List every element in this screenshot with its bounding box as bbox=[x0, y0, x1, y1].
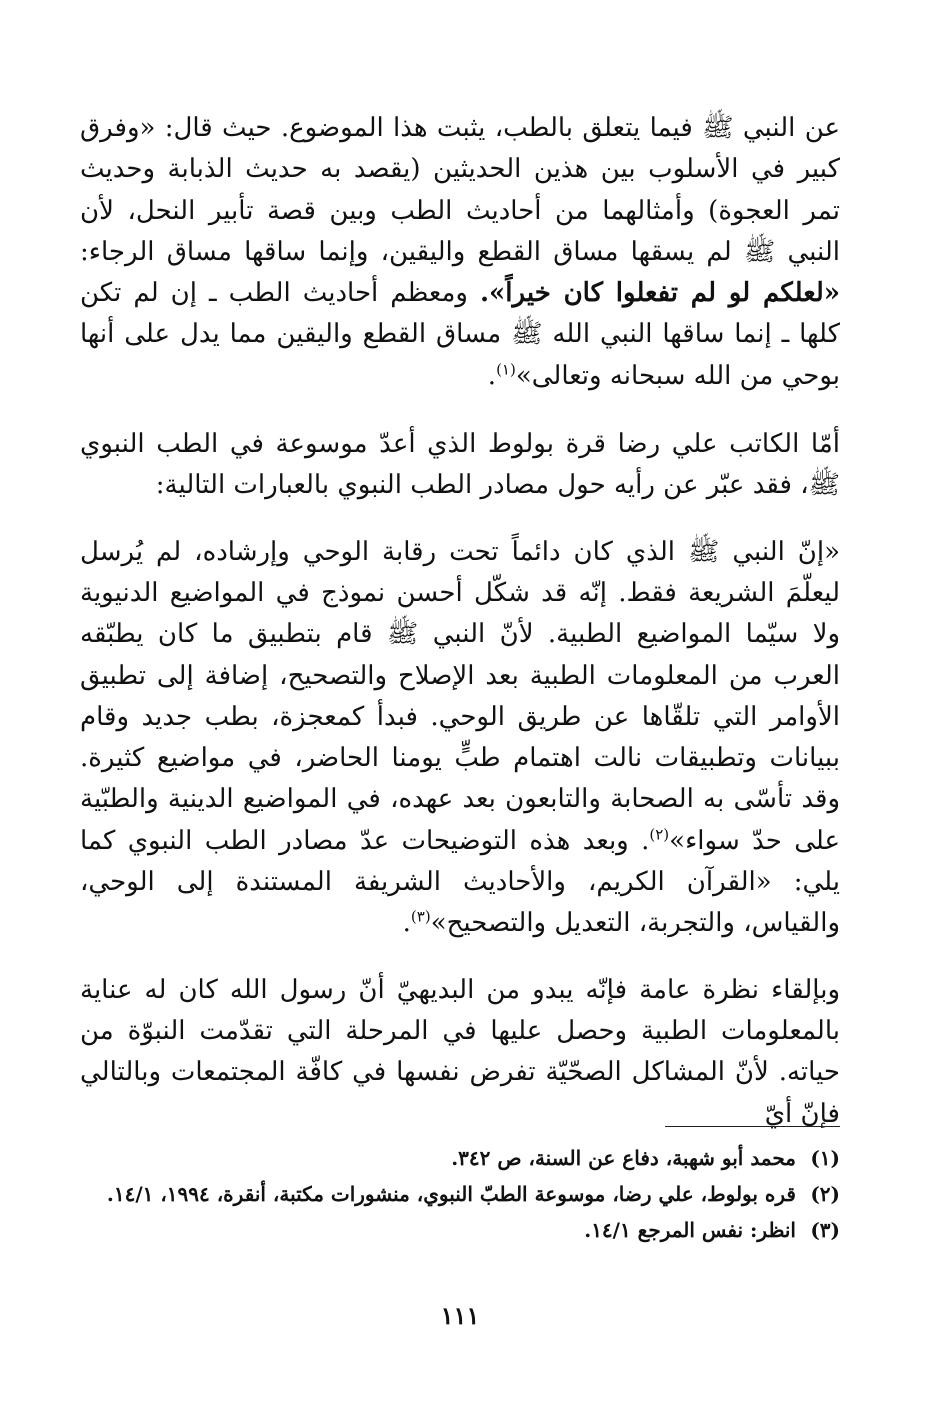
footnote-1-text: محمد أبو شهبة، دفاع عن السنة، ص ٣٤٢. bbox=[451, 1146, 796, 1170]
paragraph-3-quote: «إنّ النبي ﷺ الذي كان دائماً تحت رقابة الوحي وإرشاده، لم يُرسل ليعلّمَ الشريعة فقط. إنّه قد شكّل أحسن نموذج في المواضيع الدنيوية ولا سيّما المواضيع الطبية. لأنّ النبي ﷺ قام بتطبيق ما كان يطبّقه العرب من المعلومات الطبية بعد الإصلاح والتصحيح، إضافة إلى تطبيق الأوامر التي تلقّاها عن طريق الوحي. فبدأ كمعجزة، بطب جديد وقام ببيانات وتطبيقات نالت اهتمام طبٍّ يومنا الحاضر، في مواضيع كثيرة. وقد تأسّى به الصحابة والتابعون بعد عهده، في المواضيع الدينية والطبّية على حدّ سواء» bbox=[80, 536, 840, 856]
footnote-ref-1[interactable]: (١) bbox=[496, 360, 516, 379]
paragraph-3-text-continued: . وبعد هذه التوضيحات عدّ مصادر الطب النبوي كما يلي: «القرآن الكريم، والأحاديث الشريفة المستندة إلى الوحي، والقياس، والتجربة، التعديل والتصحيح» bbox=[80, 825, 840, 939]
book-page bbox=[80, 108, 840, 1358]
paragraph-1-hadith-quote: «لعلكم لو لم تفعلوا كان خيراً». bbox=[479, 278, 841, 309]
footnote-ref-2[interactable]: (٢) bbox=[649, 825, 670, 844]
footnotes bbox=[80, 1140, 840, 1248]
footnote-1-number: (١) bbox=[810, 1146, 840, 1170]
footnote-2 bbox=[80, 1176, 840, 1212]
page-number: ١١١ bbox=[440, 1301, 480, 1330]
paragraph-1 bbox=[80, 108, 840, 397]
paragraph-4: وبإلقاء نظرة عامة فإنّه يبدو من البديهيّ أنّ رسول الله كان له عناية بالمعلومات الطبية وحصل عليها في المرحلة التي تقدّمت النبوّة من حياته. لأنّ المشاكل الصحّيّة تفرض نفسها في كافّة المجتمعات وبالتالي فإنّ أيّ bbox=[80, 974, 840, 1129]
footnote-separator bbox=[665, 1126, 840, 1127]
paragraph-1-end: . bbox=[487, 360, 497, 391]
footnote-3-number: (٣) bbox=[810, 1218, 840, 1242]
paragraph-3-end: . bbox=[402, 908, 411, 939]
footnote-1 bbox=[80, 1140, 840, 1176]
paragraph-2: أمّا الكاتب علي رضا قرة بولوط الذي أعدّ موسوعة في الطب النبوي ﷺ، فقد عبّر عن رأيه حول مصادر الطب النبوي بالعبارات التالية: bbox=[80, 429, 840, 501]
footnote-ref-3[interactable]: (٣) bbox=[410, 907, 431, 926]
paragraph-3 bbox=[80, 532, 840, 945]
footnote-2-text: قره بولوط، علي رضا، موسوعة الطبّ النبوي، منشورات مكتبة، أنقرة، ١٩٩٤، ١٤/١. bbox=[106, 1182, 796, 1206]
paragraph-1-text-continued: ومعظم أحاديث الطب ـ إن لم تكن كلها ـ إنما ساقها النبي الله ﷺ مساق القطع واليقين مما يدل على أنها بوحي من الله سبحانه وتعالى» bbox=[80, 278, 840, 391]
paragraph-1-text: عن النبي ﷺ فيما يتعلق بالطب، يثبت هذا الموضوع. حيث قال: «وفرق كبير في الأسلوب بين هذين الحديثين (يقصد به حديث الذبابة وحديث تمر العجوة) وأمثالهما من أحاديث الطب وبين قصة تأبير النحل، لأن النبي ﷺ لم يسقها مساق القطع واليقين، وإنما ساقها مساق الرجاء: bbox=[80, 113, 840, 267]
footnote-3-text: انظر: نفس المرجع ١٤/١. bbox=[584, 1218, 796, 1242]
footnote-2-number: (٢) bbox=[810, 1182, 840, 1206]
footnote-3 bbox=[80, 1212, 840, 1248]
